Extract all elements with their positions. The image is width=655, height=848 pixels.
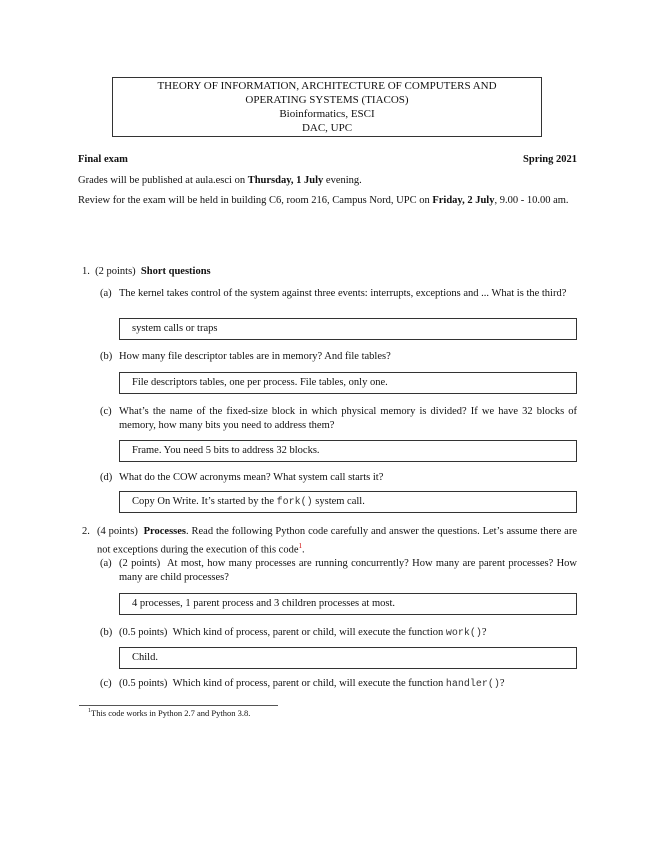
q1c-label: (c) [100,406,112,417]
q2-intro: (4 points) Processes. Read the following Python code carefully and answer the questions. Let’s assume there are not exceptions during the execution of this code$^1$. [97,526,577,556]
q1b-text: How many file descriptor tables are in memory? And file tables? [119,351,391,362]
footnote-mark: 1 [88,708,91,715]
q2a-answer: 4 processes, 1 parent process and 3 children processes at most. [132,598,396,609]
footnote [88,708,250,719]
q1-heading: 1. (2 points) Short questions [82,266,211,277]
q2a-answer-box [119,593,577,615]
q1b-label: (b) [100,351,113,362]
q2b-answer: Child. [132,652,158,663]
department-name: DAC, UPC [301,122,353,134]
fork-code: fork() [276,497,313,508]
q2b-text: (0.5 points) Which kind of process, parent or child, will execute the function work()? [119,627,487,639]
course-title-line1: THEORY OF INFORMATION, ARCHITECTURE OF COMPUTERS AND [157,80,497,92]
q1c-answer-box [119,440,577,462]
review-date: Friday, 2 July [432,195,495,206]
q2-number: 2. [82,526,90,537]
q1c-answer: Frame. You need 5 bits to address 32 blocks. [132,445,320,456]
grades-date: Thursday, 1 July [247,175,324,186]
grades-notice: Grades will be published at aula.esci on Thursday, 1 July evening. [78,175,362,186]
q2a-label: (a) [100,558,112,569]
q1b-answer: File descriptors tables, one per process. File tables, only one. [132,377,388,388]
q2b-answer-box [119,647,577,669]
exam-type: Final exam [78,154,128,165]
q2c-text: (0.5 points) Which kind of process, parent or child, will execute the function handler()? [119,678,505,690]
review-notice: Review for the exam will be held in building C6, room 216, Campus Nord, UPC on Friday, 2 July, 9.00 - 10.00 am. [78,195,569,206]
q1c-text: What’s the name of the fixed-size block in which physical memory is divided? If we have 32 blocks of memory, how many bits you need to address them? [119,406,577,431]
footnote-text: This code works in Python 2.7 and Python 3.8. [91,708,251,718]
q1d-text: What do the COW acronyms mean? What system call starts it? [119,472,384,483]
q1a-answer-box [119,318,577,340]
footnote-ref[interactable]: 1 [298,542,302,550]
q1a-answer: system calls or traps [132,323,218,334]
q2c-label: (c) [100,678,112,689]
exam-term: Spring 2021 [523,154,577,165]
course-title-line2: OPERATING SYSTEMS (TIACOS) [245,94,409,106]
q2-title: Processes [143,526,186,537]
q1d-answer: Copy On Write. It’s started by the fork() system call. [132,496,365,508]
q1a-label: (a) [100,288,112,299]
q2b-label: (b) [100,627,113,638]
q1a-text: The kernel takes control of the system against three events: interrupts, exceptions and ... What is the third? [119,288,567,299]
q1d-label: (d) [100,472,113,483]
program-name: Bioinformatics, ESCI [279,108,375,120]
handler-code: handler() [445,679,500,690]
work-code: work() [445,628,482,639]
q2a-text: (2 points) At most, how many processes are running concurrently? How many are parent processes? How many are child processes? [119,558,577,583]
course-title-box [112,77,542,137]
q1-title: Short questions [140,266,211,277]
footnote-divider [79,705,278,706]
q1d-answer-box [119,491,577,513]
q1b-answer-box [119,372,577,394]
